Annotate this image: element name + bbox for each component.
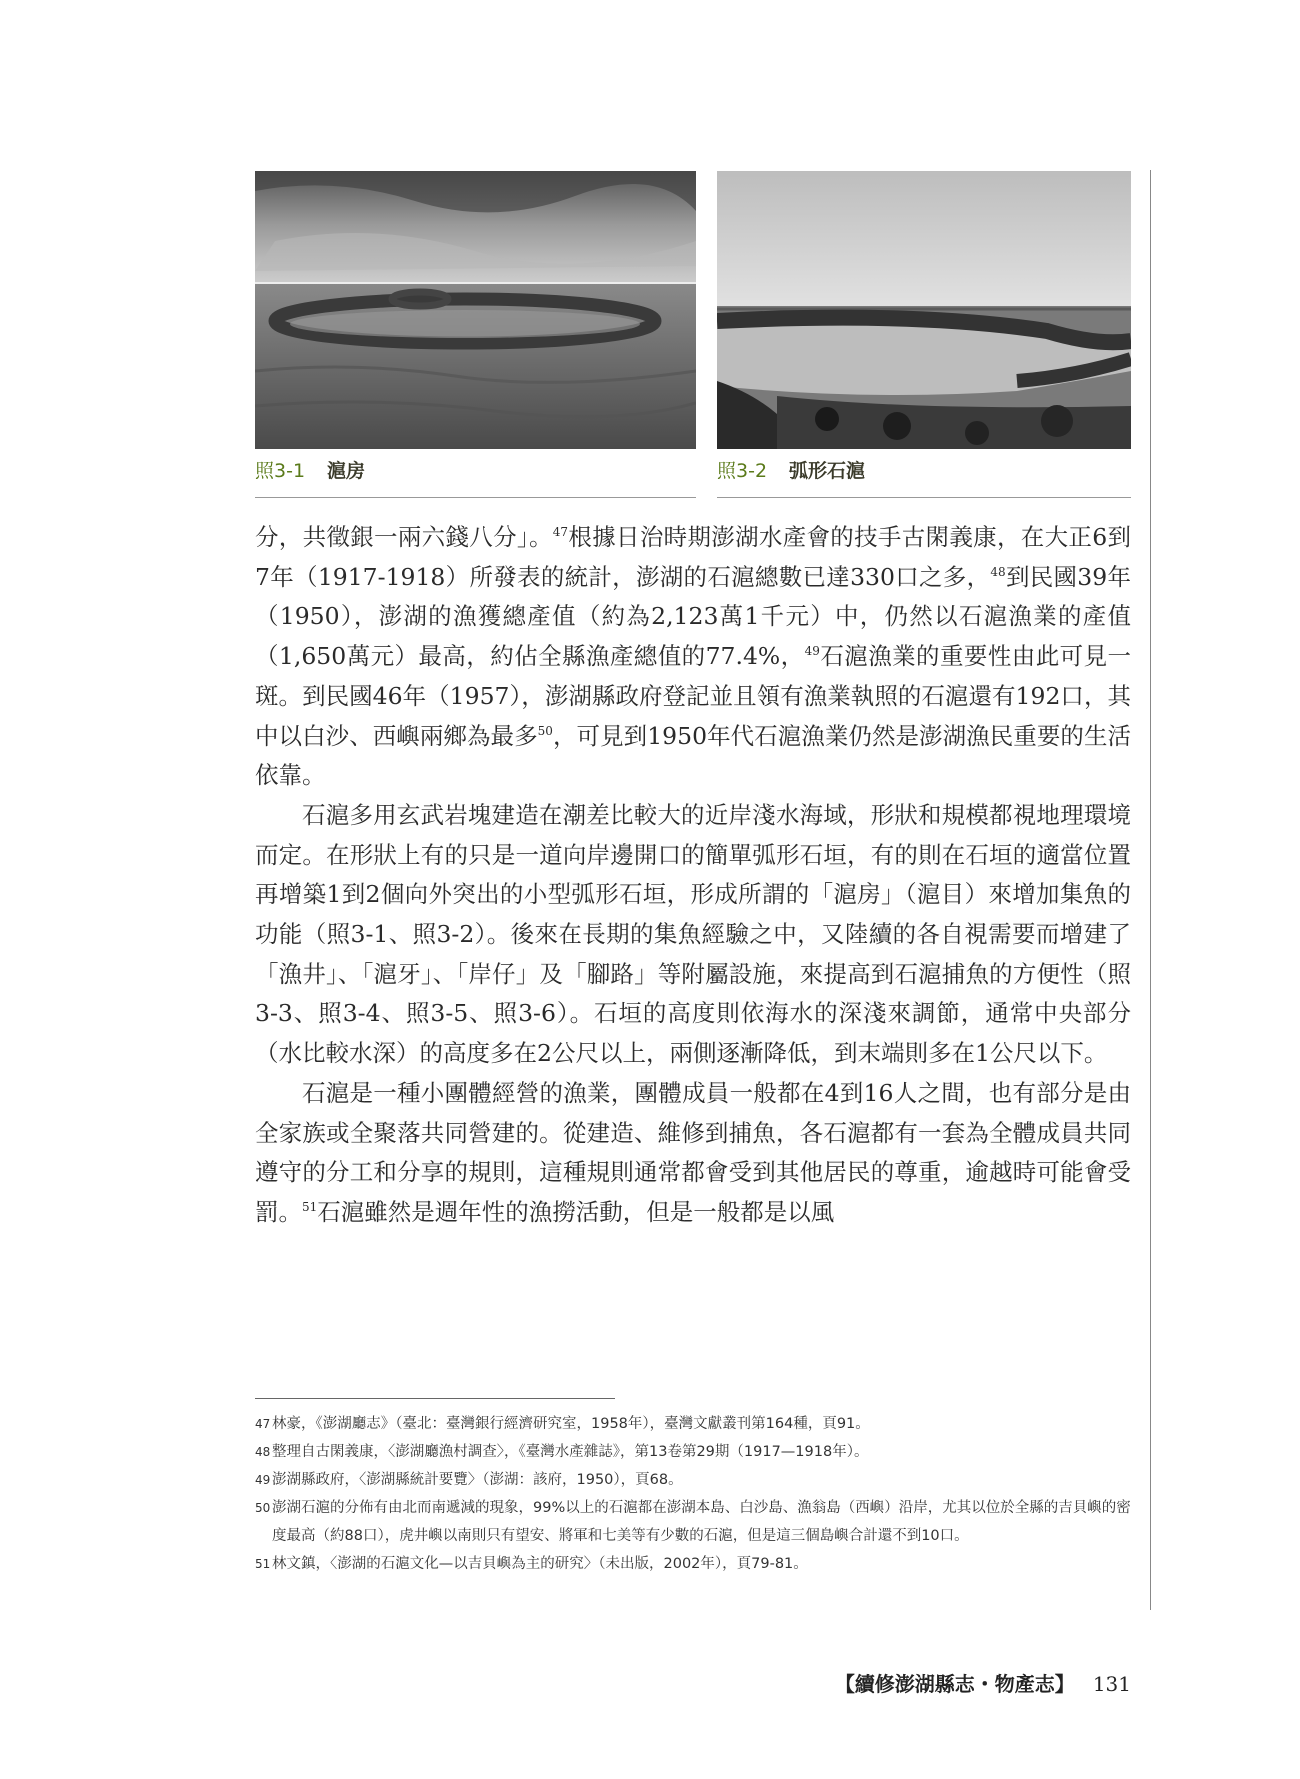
page-number: 131 [1092, 1672, 1131, 1696]
photo-caption [255, 456, 365, 483]
paragraph-text: 石滬是一種小團體經營的漁業，團體成員一般都在4到16人之間，也有部分是由全家族或全聚落共同營建的。從建造、維修到捕魚，各石滬都有一套為全體成員共同遵守的分工和分享的規則，這種規則通常都會受到其他居民的尊重，逾越時可能會受罰。 [255, 1078, 1131, 1226]
footnote-text: 整理自古閑義康，〈澎湖廳漁村調查〉，《臺灣水產雜誌》，第13卷第29期（1917—1918年）。 [272, 1444, 869, 1460]
body-text [255, 518, 1131, 1233]
photo-arc-stone-weir [717, 171, 1131, 449]
footnote-number: 51 [255, 1557, 271, 1571]
photo-number: 照3-1 [255, 460, 306, 482]
footnote-number: 49 [255, 1473, 271, 1487]
footnote-text: 林豪，《澎湖廳志》（臺北：臺灣銀行經濟研究室，1958年），臺灣文獻叢刊第164種，頁91。 [272, 1416, 870, 1432]
photo-weir-room [255, 171, 696, 449]
footnote [255, 1466, 1135, 1494]
footnote-text: 林文鎮，〈澎湖的石滬文化—以吉貝嶼為主的研究〉（未出版，2002年），頁79-81。 [272, 1556, 808, 1572]
footnote-ref: 47 [552, 525, 569, 540]
footnote-text: 澎湖石滬的分佈有由北而南遞減的現象，99%以上的石滬都在澎湖本島、白沙島、漁翁島（西嶼）沿岸，尤其以位於全縣的吉貝嶼的密度最高（約88口），虎井嶼以南則只有望安、將軍和七美等有少數的石滬，但是這三個島嶼合計還不到10口。 [272, 1500, 1131, 1544]
photo-caption [717, 456, 865, 483]
paragraph-text: 到民國39年（1950），澎湖的漁獲總產值（約為2,123萬1千元）中，仍然以石滬漁業的產值（1,650萬元）最高，約佔全縣漁產總值的77.4%， [255, 562, 1132, 671]
footnote-ref: 50 [537, 723, 553, 738]
footnote-ref: 49 [804, 644, 820, 659]
paragraph-text: 根據日治時期澎湖水產會的技手古閑義康，在大正6到7年（1917-1918）所發表的統計，澎湖的石滬總數已達330口之多， [255, 523, 1131, 591]
footnote-ref: 48 [990, 564, 1006, 579]
footnote-ref: 51 [302, 1200, 318, 1215]
footnote [255, 1410, 1135, 1438]
paragraph-text: 石滬雖然是週年性的漁撈活動，但是一般都是以風 [317, 1197, 835, 1226]
caption-divider [717, 497, 1131, 498]
paragraph-text: 石滬多用玄武岩塊建造在潮差比較大的近岸淺水海域，形狀和規模都視地理環境而定。在形狀上有的只是一道向岸邊開口的簡單弧形石垣，有的則在石垣的適當位置再增築1到2個向外突出的小型弧形石垣，形成所謂的「滬房」（滬目）來增加集魚的功能（照3-1、照3-2）。後來在長期的集魚經驗之中，又陸續的各自視需要而增建了「漁井」、「滬牙」、「岸仔」及「腳路」等附屬設施，來提高到石滬捕魚的方便性（照3-3、照3-4、照3-5、照3-6）。石垣的高度則依海水的深淺來調節，通常中央部分（水比較水深）的高度多在2公尺以上，兩側逐漸降低，到末端則多在1公尺以下。 [255, 800, 1131, 1068]
footnote-number: 47 [255, 1417, 271, 1431]
photo-title: 滬房 [327, 460, 366, 482]
footnotes [255, 1410, 1135, 1578]
paragraph [255, 796, 1131, 1074]
photo-number: 照3-2 [717, 460, 768, 482]
footnote-number: 48 [255, 1445, 271, 1459]
photo-title: 弧形石滬 [789, 460, 866, 482]
caption-divider [255, 497, 696, 498]
paragraph-text: ，可見到1950年代石滬漁業仍然是澎湖漁民重要的生活依靠。 [255, 721, 1131, 790]
footnote [255, 1550, 1135, 1578]
paragraph-text: 石滬漁業的重要性由此可見一斑。到民國46年（1957），澎湖縣政府登記並且領有漁業執照的石滬還有192口，其中以白沙、西嶼兩鄉為最多 [255, 642, 1132, 750]
paragraph [255, 518, 1131, 796]
footnote-number: 50 [255, 1501, 271, 1515]
footnote-text: 澎湖縣政府，〈澎湖縣統計要覽〉（澎湖：該府，1950），頁68。 [272, 1472, 683, 1488]
margin-rule [1150, 170, 1151, 1610]
footnote [255, 1494, 1135, 1550]
paragraph [255, 1074, 1131, 1233]
running-title: 【續修澎湖縣志・物產志】 [834, 1672, 1075, 1696]
footnote [255, 1438, 1135, 1466]
footnote-divider [255, 1398, 615, 1399]
page-footer [835, 1668, 1131, 1697]
paragraph-text: 分，共徵銀一兩六錢八分」。 [255, 523, 553, 551]
